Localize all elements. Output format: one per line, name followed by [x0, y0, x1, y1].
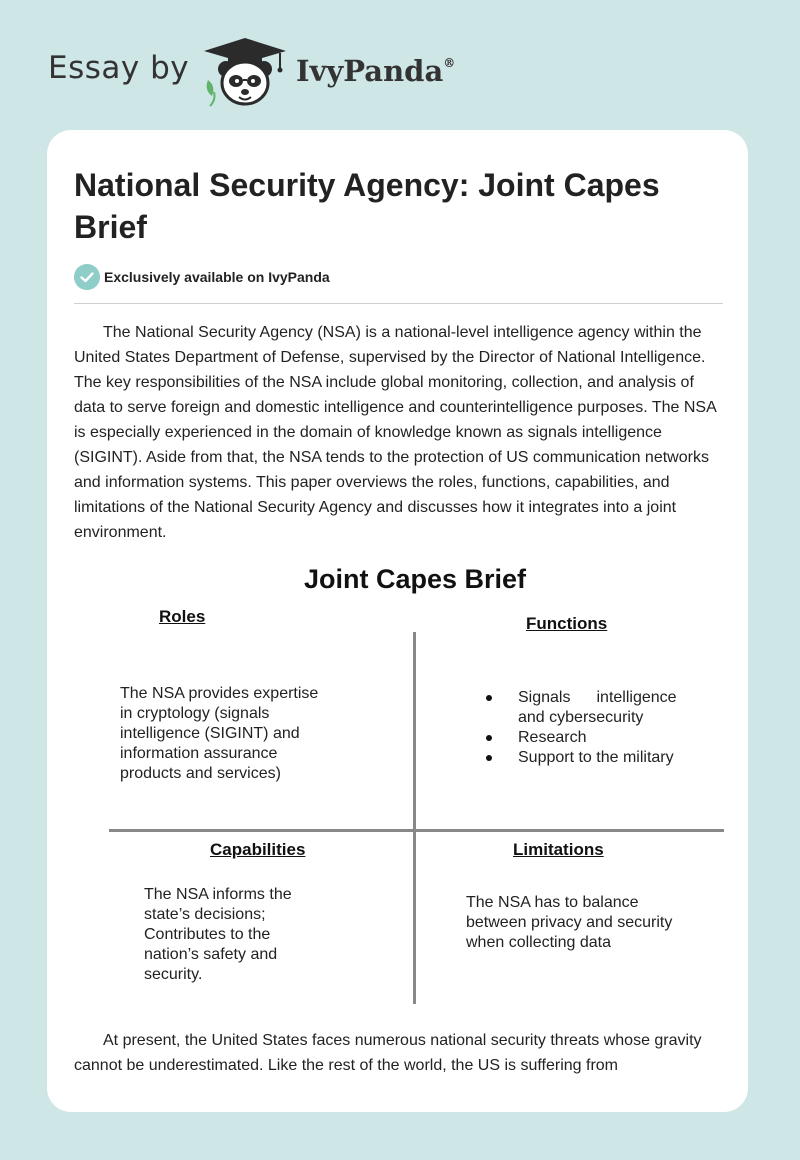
site-header — [48, 36, 748, 106]
roles-text: The NSA provides expertise in cryptology (signals intelligence (SIGINT) and information assurance products and services) — [120, 685, 319, 782]
limitations-heading: Limitations — [513, 840, 604, 859]
functions-heading: Functions — [526, 614, 608, 633]
article-title: National Security Agency: Joint Capes Brief — [74, 167, 660, 245]
joint-capes-figure — [103, 560, 727, 1010]
registered-mark: ® — [443, 56, 456, 70]
roles-heading: Roles — [159, 607, 206, 626]
article-card — [47, 130, 748, 1112]
capabilities-heading: Capabilities — [210, 840, 306, 859]
brand-name — [296, 54, 455, 88]
limitations-text: The NSA has to balance between privacy and security when collecting data — [466, 894, 673, 951]
capabilities-text: The NSA informs the state’s decisions; Contributes to the nation’s safety and security. — [144, 886, 292, 983]
paragraph-intro: The National Security Agency (NSA) is a national-level intelligence agency within the United States Department of Defense, supervised by the Director of National Intelligence. The key responsibilities of the NSA include global monitoring, collection, and analysis of data to serve foreign and domestic intelligence and counterintelligence purposes. The NSA is especially experienced in the domain of knowledge known as signals intelligence (SIGINT). Aside from that, the NSA tends to the protection of US communication networks and information systems. This paper overviews the roles, functions, capabilities, and limitations of the National Security Agency and discusses how it integrates into a joint environment. — [74, 324, 716, 541]
brand-text: IvyPanda — [296, 54, 444, 88]
functions-list — [486, 688, 686, 768]
divider — [74, 303, 723, 304]
functions-item: Support to the military — [486, 748, 686, 768]
check-icon — [74, 264, 100, 290]
exclusive-label: Exclusively available on IvyPanda — [104, 269, 330, 285]
vertical-divider — [413, 632, 416, 1004]
figure-title: Joint Capes Brief — [303, 564, 527, 594]
horizontal-divider — [109, 829, 724, 832]
essay-by-label: Essay by — [48, 50, 190, 86]
exclusive-badge — [74, 264, 474, 290]
panda-graduate-icon — [202, 36, 288, 108]
functions-item: Research — [486, 728, 686, 748]
paragraph-next: At present, the United States faces numerous national security threats whose gravity cannot be underestimated. Like the rest of the world, the US is suffering from — [74, 1032, 702, 1074]
functions-item: Signals intelligence and cybersecurity — [486, 688, 686, 728]
